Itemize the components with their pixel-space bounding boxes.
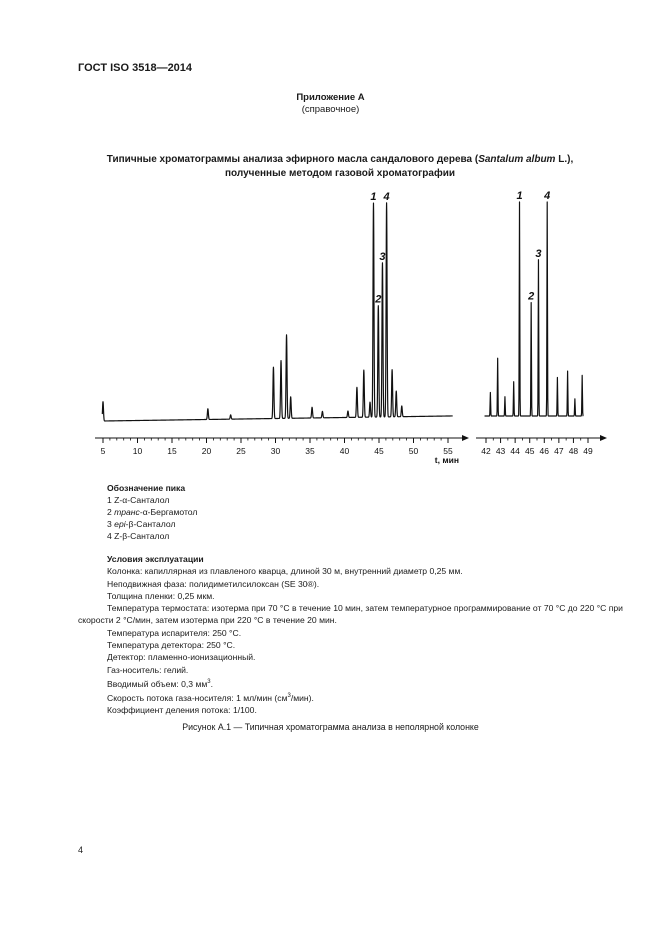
figure-title (40, 153, 640, 181)
page-number: 4 (78, 845, 84, 855)
x-tick-label: 47 (554, 446, 564, 456)
x-tick-label: 30 (270, 446, 281, 456)
peak-label: 4 (383, 190, 390, 203)
chromatogram-trace (102, 203, 452, 421)
figure-caption: Рисунок А.1 — Типичная хроматограмма анализа в неполярной колонке (182, 722, 479, 732)
condition-split: Коэффициент деления потока: 1/100. (107, 705, 257, 716)
peak-label: 1 (516, 190, 523, 202)
peak-legend-heading: Обозначение пика (107, 483, 186, 493)
condition-film: Толщина пленки: 0,25 мкм. (107, 590, 215, 601)
flow-suffix: /мин). (290, 692, 314, 703)
condition-flow (107, 690, 627, 704)
condition-carrier: Газ-носитель: гелий. (107, 664, 189, 675)
operating-conditions (78, 553, 627, 717)
x-tick-label: 25 (236, 446, 246, 456)
x-tick-label: 35 (305, 446, 315, 456)
x-axis-arrow (600, 435, 607, 441)
x-axis-arrow (462, 435, 469, 441)
flow-sup: 3 (287, 693, 291, 700)
annex-title: Приложение А (296, 92, 365, 103)
peak-name: -α-Бергамотол (139, 507, 198, 517)
x-tick-label: 55 (443, 446, 453, 456)
figure-title-species: Santalum album (478, 154, 556, 165)
condition-detector: Детектор: пламенно-ионизационный. (107, 652, 256, 663)
x-tick-label: 45 (524, 446, 535, 456)
peak-label: 4 (544, 190, 551, 202)
peak-label: 2 (375, 293, 382, 306)
figure-title-part2: L.), (555, 154, 574, 165)
x-axis-label: t, мин (434, 455, 459, 465)
peak-legend-item (107, 494, 197, 506)
condition-oven: Температура термостата: изотерма при 70 °С в течение 10 мин, затем температурное программирование от 70 °С до 220 °С при скорости 2 °С/мин, затем изотерма при 220 °С в течение 20 мин. (78, 603, 623, 626)
x-tick-label: 50 (408, 446, 419, 456)
x-tick-label: 48 (568, 446, 579, 456)
volume-suffix: . (210, 678, 214, 689)
condition-column: Колонка: капиллярная из плавленого кварца, длиной 30 м, внутренний диаметр 0,25 мм. (107, 566, 463, 577)
chromatogram-zoom (476, 190, 607, 456)
figure-title-line2: полученные методом газовой хроматографии (224, 168, 456, 179)
x-tick-label: 44 (510, 446, 520, 456)
condition-detector-temp: Температура детектора: 250 °С. (107, 640, 236, 651)
x-tick-label: 49 (583, 446, 593, 456)
x-tick-label: 45 (374, 446, 384, 456)
peak-prefix: транс (114, 507, 140, 517)
x-tick-label: 15 (167, 446, 177, 456)
peak-label: 3 (535, 247, 542, 260)
x-tick-label: 10 (132, 446, 143, 456)
x-tick-label: 43 (495, 446, 506, 456)
peak-num: 1 (107, 495, 112, 505)
x-tick-label: 46 (539, 446, 550, 456)
peak-name: -β-Санталол (125, 519, 176, 529)
peak-num: 2 (107, 507, 112, 517)
volume-text: Вводимый объем: 0,3 мм (107, 678, 208, 689)
condition-injector: Температура испарителя: 250 °С. (107, 627, 242, 638)
x-tick-label: 40 (339, 446, 350, 456)
peak-legend-item (107, 530, 197, 542)
chromatogram-trace (485, 202, 584, 416)
peak-name: Z-α-Сантaлол (114, 495, 170, 505)
volume-sup: 3 (207, 678, 211, 685)
peak-prefix: epi (114, 519, 126, 529)
standard-code: ГОСТ ISO 3518—2014 (78, 62, 193, 74)
peak-label: 3 (379, 250, 386, 263)
x-tick-label: 20 (201, 446, 212, 456)
x-tick-label: 42 (481, 446, 491, 456)
chromatogram-main (95, 191, 469, 465)
peak-label: 1 (370, 191, 377, 204)
condition-volume (107, 676, 627, 690)
peak-label: 2 (528, 290, 535, 303)
peak-num: 4 (107, 531, 112, 541)
conditions-heading: Условия эксплуатации (107, 554, 204, 564)
annex-subtitle: (справочное) (301, 104, 360, 115)
x-tick-label: 5 (100, 446, 106, 456)
peak-legend-item (107, 506, 197, 518)
flow-text: Скорость потока газа-носителя: 1 мл/мин (см (107, 692, 288, 703)
peak-name: Z-β-Санталол (114, 531, 170, 541)
figure-title-part1: Типичные хроматограммы анализа эфирного масла сандалового дерева ( (106, 154, 479, 165)
peak-legend (107, 482, 197, 542)
condition-phase: Неподвижная фаза: полидиметилсилоксан (SE 30®). (107, 578, 320, 589)
chromatogram-figure (0, 180, 661, 480)
peak-legend-item (107, 518, 197, 530)
peak-num: 3 (107, 519, 112, 529)
